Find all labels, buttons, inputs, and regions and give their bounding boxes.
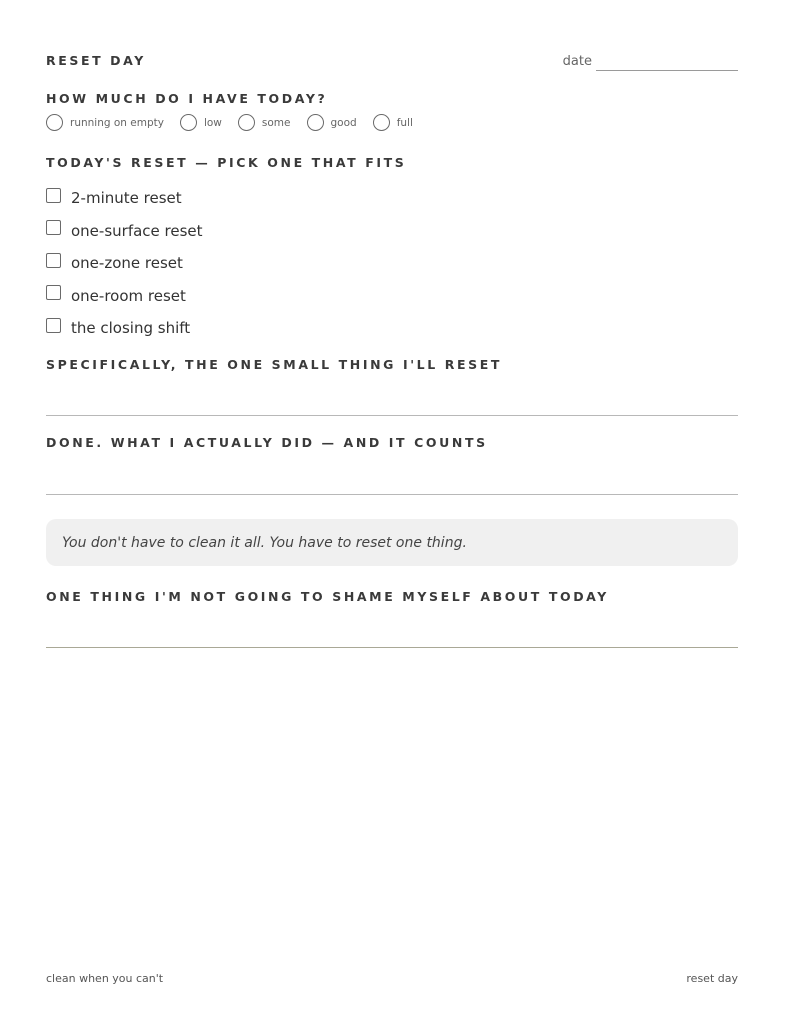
checkbox[interactable]: [46, 188, 61, 203]
energy-option-running-on-empty[interactable]: [46, 114, 164, 131]
reset-heading: TODAY'S RESET — PICK ONE THAT FITS: [46, 155, 407, 170]
energy-option-some[interactable]: [238, 114, 291, 131]
reset-option-label: one-zone reset: [71, 254, 183, 273]
energy-heading: HOW MUCH DO I HAVE TODAY?: [46, 91, 328, 106]
reset-option-label: the closing shift: [71, 319, 191, 338]
energy-option-label: some: [261, 116, 291, 129]
checkbox[interactable]: [46, 253, 61, 268]
checkbox[interactable]: [46, 318, 61, 333]
energy-option-label: full: [396, 116, 413, 129]
radio-button[interactable]: [373, 114, 390, 131]
quote-text: You don't have to clean it all. You have to reset one thing.: [62, 534, 467, 551]
reset-option-2-minute[interactable]: [46, 182, 203, 215]
radio-button[interactable]: [238, 114, 255, 131]
checkbox[interactable]: [46, 285, 61, 300]
worksheet-page: [46, 0, 738, 1028]
page-title: RESET DAY: [46, 53, 146, 68]
reset-option-one-room[interactable]: [46, 280, 203, 313]
reset-option-one-surface[interactable]: [46, 215, 203, 248]
reset-option-one-zone[interactable]: [46, 247, 203, 280]
energy-option-label: running on empty: [70, 116, 164, 129]
specific-heading: SPECIFICALLY, THE ONE SMALL THING I'LL RESET: [46, 357, 502, 372]
quote-callout: [46, 519, 738, 566]
reset-option-closing-shift[interactable]: [46, 312, 203, 345]
energy-option-good[interactable]: [307, 114, 357, 131]
energy-options: [46, 114, 429, 131]
done-heading: DONE. WHAT I ACTUALLY DID — AND IT COUNTS: [46, 435, 488, 450]
no-shame-write-line[interactable]: [46, 647, 738, 648]
energy-option-low[interactable]: [180, 114, 222, 131]
done-write-line[interactable]: [46, 494, 738, 495]
reset-option-label: 2-minute reset: [71, 189, 182, 208]
checkbox[interactable]: [46, 220, 61, 235]
radio-button[interactable]: [46, 114, 63, 131]
energy-option-full[interactable]: [373, 114, 413, 131]
radio-button[interactable]: [307, 114, 324, 131]
reset-option-label: one-room reset: [71, 286, 186, 305]
reset-options: [46, 182, 203, 345]
energy-option-label: low: [203, 116, 222, 129]
footer-left-text: clean when you can't: [46, 972, 164, 985]
date-input-line[interactable]: [596, 52, 738, 71]
energy-option-label: good: [330, 116, 357, 129]
radio-button[interactable]: [180, 114, 197, 131]
reset-option-label: one-surface reset: [71, 221, 203, 240]
date-field[interactable]: [563, 52, 738, 71]
no-shame-heading: ONE THING I'M NOT GOING TO SHAME MYSELF ABOUT TODAY: [46, 589, 609, 604]
specific-write-line[interactable]: [46, 415, 738, 416]
date-label: date: [562, 54, 592, 69]
footer-right-text: reset day: [686, 972, 738, 985]
